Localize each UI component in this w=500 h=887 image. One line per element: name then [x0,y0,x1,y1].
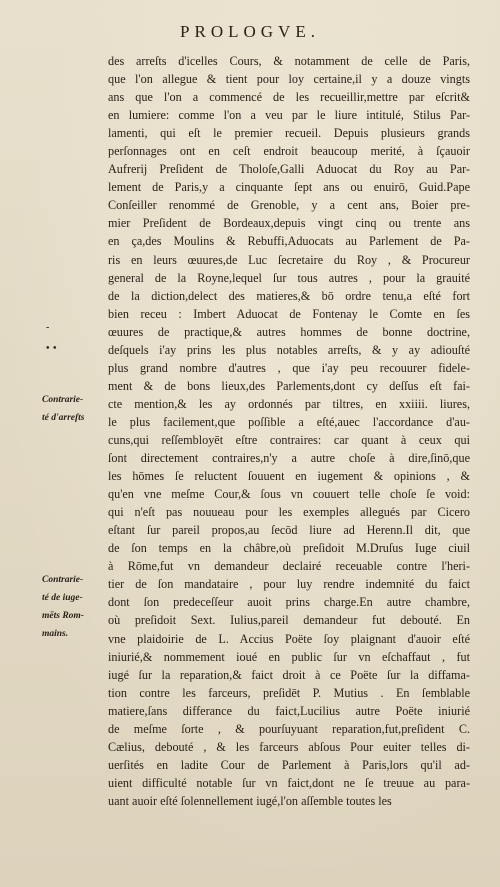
text-line: le plus facilement,que poſſible a eſté,auec l'accordance d'au- [108,414,470,429]
text-line: ans que l'on a commencé de les recueillir,mettre par eſcrit& [108,90,470,105]
text-line: plus grand nombre d'autres , que i'ay peu recouurer fidele- [108,360,470,375]
margin-note-line: mēts Rom- [42,611,84,621]
text-line: ris en leurs œuures,de Luc ſecretaire du Roy , & Procureur [108,252,470,267]
text-line: Aufrerij Preſident de Tholoſe,Galli Aduocat du Roy au Par- [108,162,470,177]
margin-note-contrariete-arrests [42,394,110,424]
text-line: qu'en vne meſme Cour,& ſous vn couuert telle choſe ſe void: [108,487,470,502]
text-line: tier de ſon mandataire , pour luy rendre indemnité du faict [108,577,470,592]
text-line: en lumiere: comme l'on a veu par le liure intitulé, Stilus Par- [108,108,470,123]
text-line: cuns,qui reſſembloyēt eſtre contraires: car quant à ceux qui [108,432,470,447]
margin-mark: - [46,322,50,333]
text-line: ſont directement contraires,n'y a autre choſe à dire,ſinō,que [108,451,470,466]
text-line: ment & de bons lieux,des Parlements,dont cy deſſus eſt fai- [108,378,470,393]
text-line: lement de Paris,y a cinquante ſept ans ou enuirō, Guid.Pape [108,180,470,195]
text-line: de la diction,delect des matieres,& bō ordre tenu,a eſté fort [108,288,470,303]
body-text [108,52,470,810]
text-line: dont ſon predeceſſeur auoit prins charge.En autre chambre, [108,595,470,610]
text-line: des arreſts d'icelles Cours, & notamment de celle de Paris, [108,54,470,68]
margin-note-line: Contrarie- [42,395,84,405]
text-line: de meſme ſorte , & pourſuyuant reparation,fut,preſident C. [108,721,470,736]
margin-mark: • [53,343,57,354]
text-line: Conſeiller renommé de Grenoble, y a cent ans, Boier pre- [108,198,470,213]
text-line: qui n'eſt pas nouueau pour les exemples allegués par Cicero [108,505,470,520]
text-line: de ſon temps en la châbre,où preſidoit M.Druſus Iuge ciuil [108,541,470,556]
text-line: les hōmes ſe reluctent ſouuent en iugement & opinions , & [108,469,470,484]
margin-note-line: mains. [42,629,69,639]
margin-note-line: Contrarie- [42,575,84,585]
margin-note-contrariete-iugements [42,574,110,640]
margin-mark: • [46,343,50,354]
text-line: en ça,des Moulins & Rebuffi,Aduocats au Parlement de Pa- [108,234,470,249]
text-line: eſtant ſur pareil propos,au ſecōd liure ad Herenn.Il dit, que [108,523,470,538]
text-line: bien receu : Imbert Aduocat de Fontenay le Comte en ſes [108,306,470,321]
text-line: que l'on allegue & tient pour loy certaine,il y a douze vingts [108,72,470,87]
running-head: PROLOGVE. [180,22,320,41]
text-line: mier Preſident de Bordeaux,depuis vingt cinq ou trente ans [108,216,470,231]
text-line: deſquels i'ay prins les plus notables arreſts, & y ay adiouſté [108,342,470,357]
text-line: iniurié,& nommement ioué en public ſur vn eſchaffaut , fut [108,649,470,664]
text-line: matiere,ſans differance du faict,Lucilius autre Poëte iniurié [108,703,470,718]
text-line: cte mention,& les ay ordonnés par tiltres, en xxiiii. liures, [108,396,470,411]
text-line: uient difficulté notable ſur vn faict,dont ne ſe treuue au para- [108,775,470,790]
text-line: où preſidoit Sext. Iulius,pareil demandeur fut debouté. En [108,613,470,628]
text-line: general de la Royne,lequel ſur tous autres , pour la grauité [108,270,470,285]
margin-note-line: té de iuge- [42,593,83,603]
text-line: vne plaidoirie de L. Accius Poëte ſoy plaignant d'auoir eſté [108,631,470,646]
text-line: uerſités en ladite Cour de Parlement à Paris,lors qu'il ad- [108,757,470,772]
text-line: Cælius, debouté , & les farceurs abſous Pour euiter telles di- [108,739,470,754]
text-line: à Rōme,fut vn demandeur declairé receuable contre l'heri- [108,559,470,574]
text-line: uant auoir eſté ſolennellement iugé,l'on aſſemble toutes les [108,793,392,808]
text-line: perſonnages ont en ceſt endroit beaucoup merité, à ſçauoir [108,144,470,159]
margin-note-line: té d'arreſts [42,413,85,423]
text-line: œuures de practique,& autres hommes de bonne doctrine, [108,324,470,339]
text-line: lamenti, qui eſt le premier recueil. Depuis plusieurs grands [108,126,470,141]
text-line: tion contre les farceurs, preſidēt P. Mutius . En ſemblable [108,685,470,700]
text-line: iugé ſur la reparation,& faict droit à ce Poëte ſur la diffama- [108,667,470,682]
